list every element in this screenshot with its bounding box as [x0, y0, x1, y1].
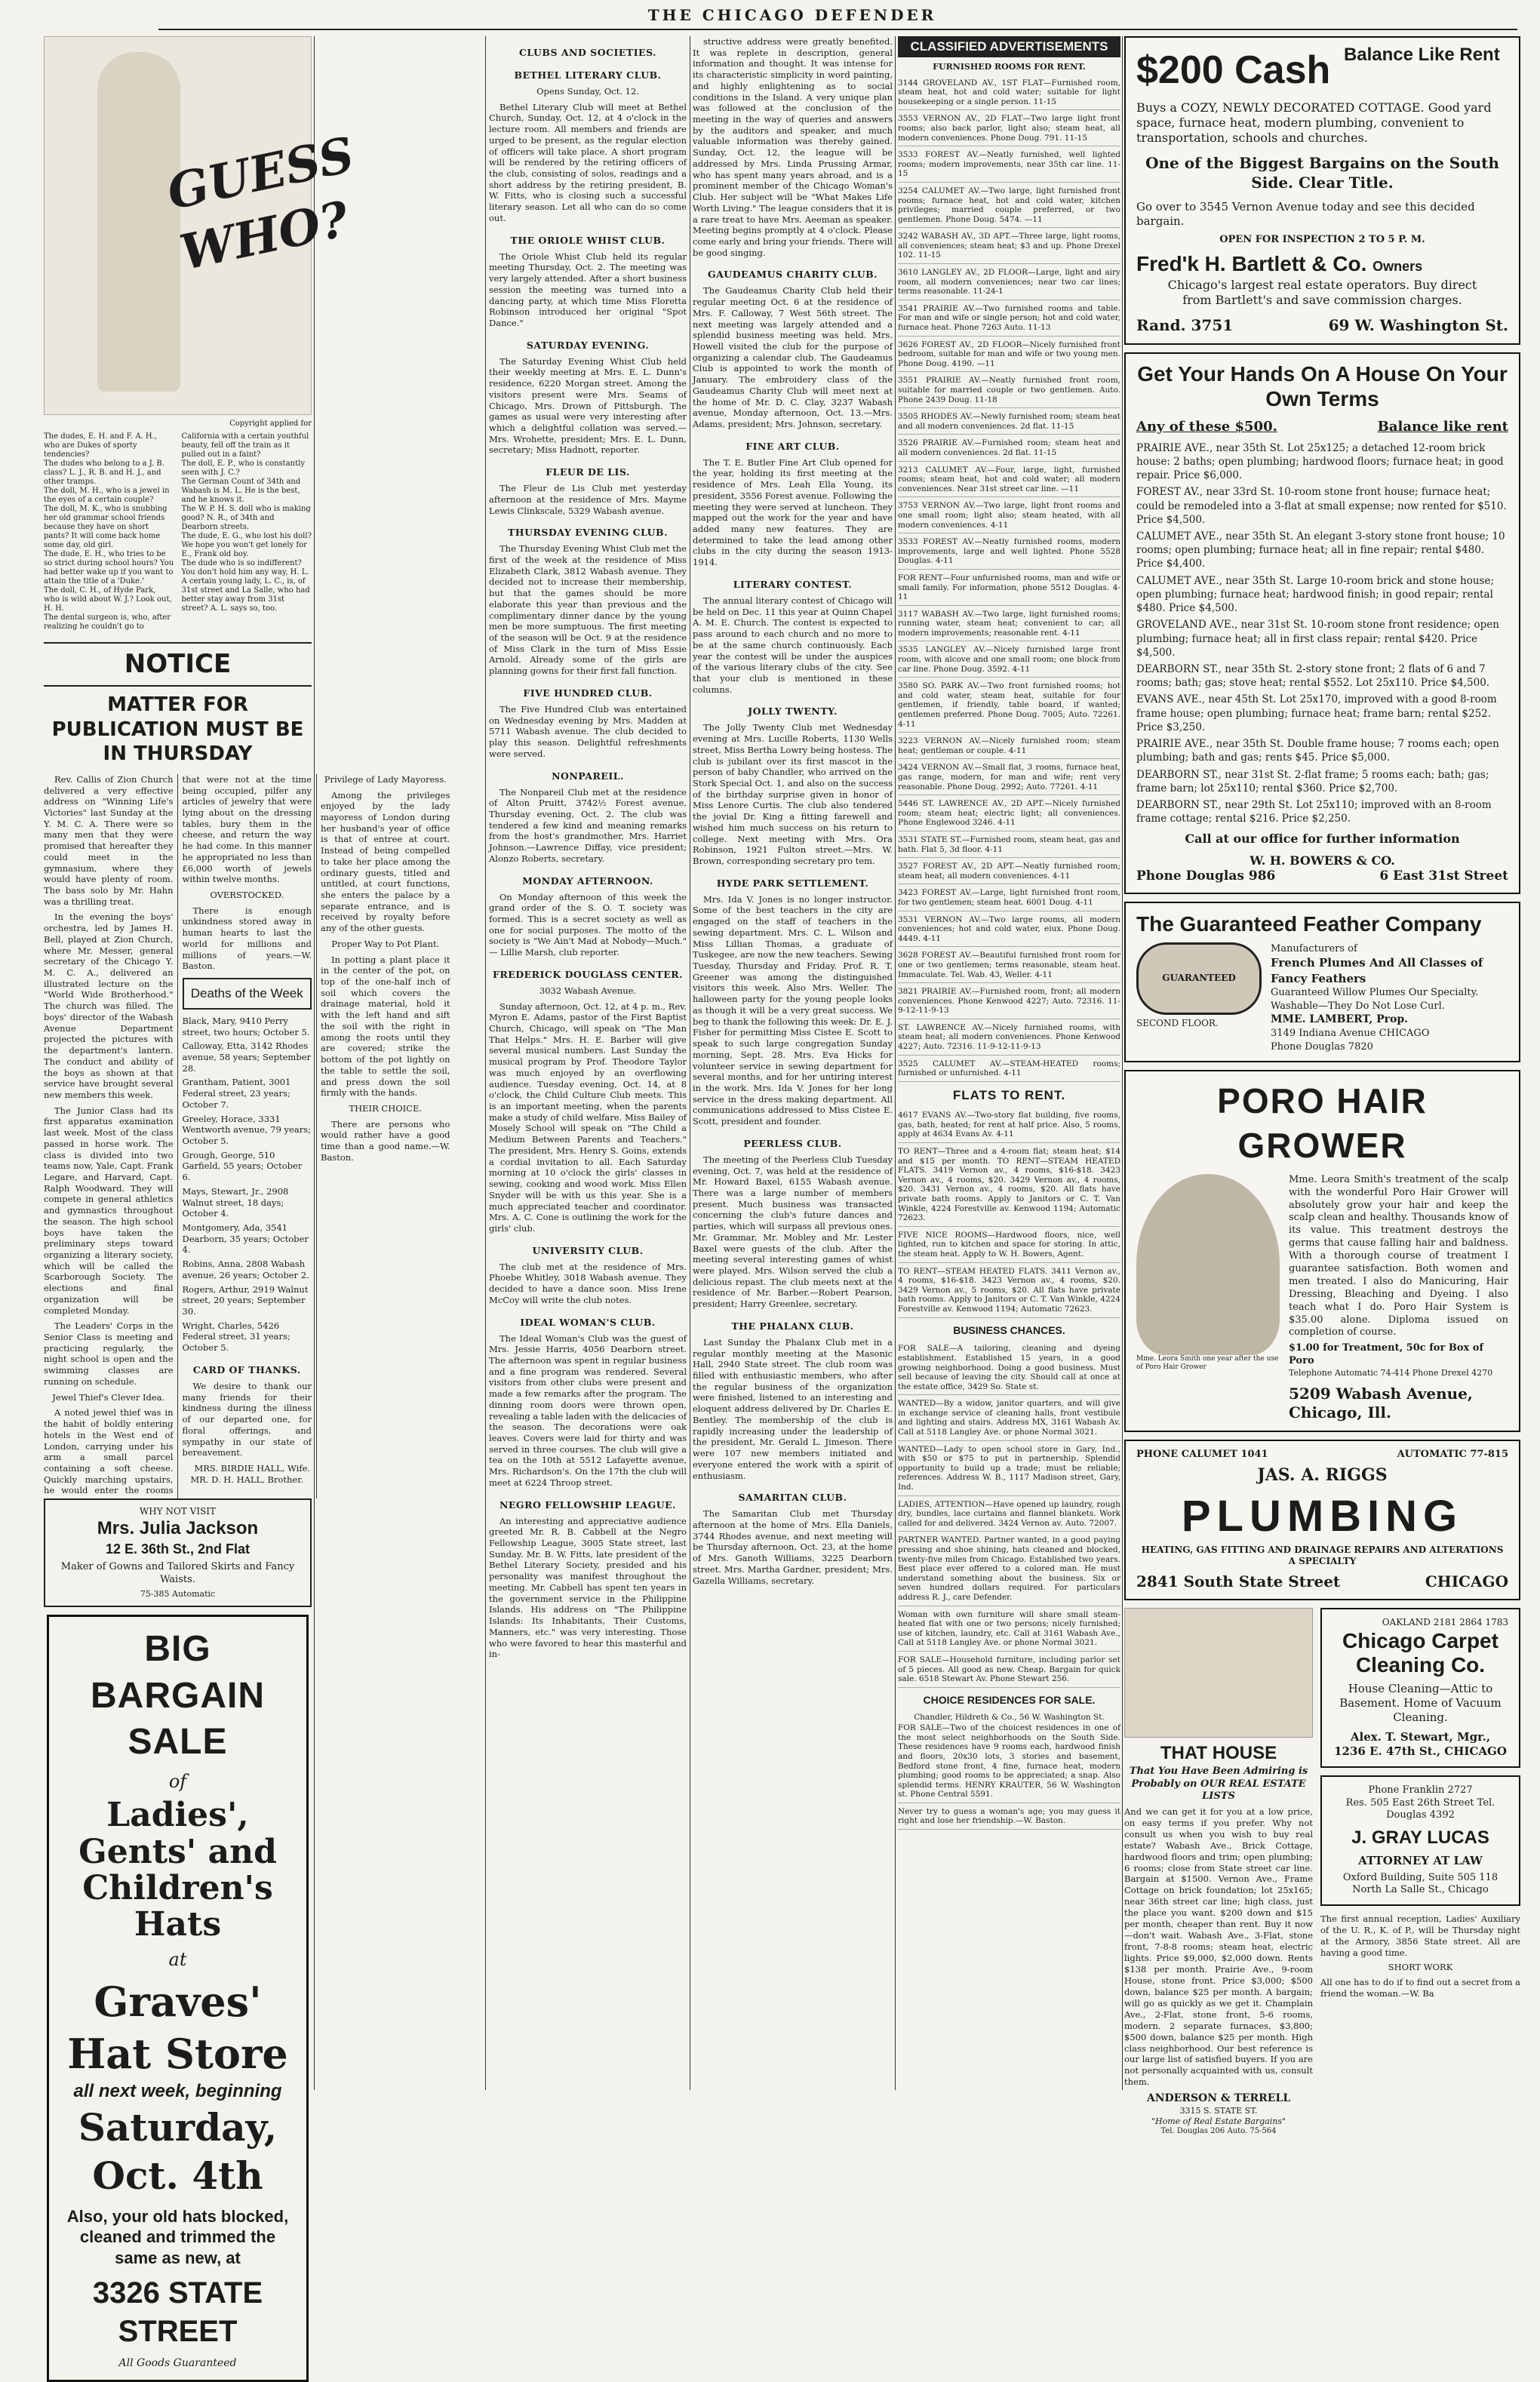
article-paragraph: The Leaders' Corps in the Senior Class is meeting and practicing regularly, the night school is open and the swimming classes are running on schedule. — [44, 1320, 174, 1387]
deaths-title: Deaths of the Week — [183, 978, 312, 1010]
section-heading: FINE ART CLUB. — [745, 440, 840, 452]
bowers-houses-ad — [1124, 352, 1520, 895]
house-listing: CALUMET AVE., near 35th St. Large 10-room brick and stone house; open plumbing; furnace heat; hardwood finish; in good repair; rental $480. Price $4,500. — [1136, 574, 1495, 615]
house-listing: EVANS AVE., near 45th St. Lot 25x170, improved with a good 8-room frame house; open plumbing; furnace heat; frame barn; rental $252. Price $3,250. — [1136, 693, 1497, 733]
cash-balance: Balance Like Rent — [1343, 45, 1500, 65]
poro-caption: Mme. Leora Smith one year after the use of Poro Hair Grower — [1136, 1354, 1279, 1372]
classified-ad: 3525 CALUMET AV.—STEAM-HEATED rooms; furnished or unfurnished. 4-11 — [898, 1058, 1120, 1082]
flat-ad: 4617 EVANS AV.—Two-story flat building, five rooms, gas, bath, heated; for rent at half price. Also, 5 rooms, apply at 4634 Evans Av. 4-11 — [898, 1109, 1120, 1143]
house-listing: DEARBORN ST., near 29th St. Lot 25x110; improved with an 8-room frame cottage; rental $216. Price $2,250. — [1136, 798, 1492, 825]
overstocked-body: There is enough unkindness stored away in human hearts to last the world for millions and millions of years.—W. Baston. — [182, 905, 312, 972]
classified-ad: 3533 FOREST AV.—Neatly furnished rooms, modern improvements, large and well lighted. Phone 5528 Douglas. 4-11 — [898, 536, 1120, 570]
short-work-body: All one has to do if to find out a secret from a friend the woman.—W. Ba — [1320, 1977, 1520, 1999]
club-article: structive address were greatly benefited. It was replete in description, general information and thought. It was intense for its characteristic simplicity in word painting, and highly enlightening as to social conditions in the Island. A very unique plan was followed at the conclusion of the meeting in the way of queries and answers by the auditors and speaker, and much valuable information was thereby gained. Sunday, Oct. 12, the league will be addressed by Mrs. Linda Prussing Armar, who has spent many years abroad, and is a prominent member of the Chicago Woman's Club. Her subject will be "What Makes Life Worth Living." The league considers that it is a rare treat to have Mrs. Aeeman as speaker. Meeting begins promptly at 4 o'clock. Please come early and bring your friends. There will be good singing. — [693, 36, 893, 258]
guess-who-illustration — [44, 36, 359, 415]
sale-at: at — [168, 1948, 187, 1970]
choice-sub: Chandler, Hildreth & Co., 56 W. Washington St. — [914, 1712, 1105, 1722]
masthead: THE CHICAGO DEFENDER — [647, 6, 937, 24]
cash-line2: from Bartlett's and save commission charges. — [1182, 293, 1462, 308]
column-1 — [44, 36, 450, 2370]
guess-line: The dude who is so indifferent? You don't hold him any way, H. L. — [181, 558, 309, 576]
column-clubs — [489, 36, 687, 2093]
carpet-body: House Cleaning—Attic to Basement. Home of Vacuum Cleaning. — [1339, 1681, 1502, 1725]
julia-why: WHY NOT VISIT — [139, 1505, 217, 1517]
sale-store: Graves' Hat Store — [67, 1977, 288, 2078]
pot-plant-body: In potting a plant place it in the center of the pot, on top of the one-half inch of soil which covers the drainage material, hold it with the left hand and sift the soil with the right in among the roots until they are covered; strike the bottom of the pot lightly on the table to settle the soil, and press down the soil firmly with the hands. — [321, 954, 450, 1099]
sale-date: Saturday, Oct. 4th — [78, 2104, 278, 2198]
section-heading: THURSDAY EVENING CLUB. — [508, 527, 668, 539]
classified-ad: 3535 LANGLEY AV.—Nicely furnished large front room, with alcove and one small room; one block from car line. Phone Doug. 3592. 4-11 — [898, 644, 1120, 678]
sale-guarantee: All Goods Guaranteed — [118, 2357, 237, 2370]
that-house-ad — [1124, 1608, 1313, 2137]
bottom-ads — [1124, 1608, 1520, 2137]
hands-firm: W. H. BOWERS & CO. — [1250, 853, 1395, 868]
club-article: The Fleur de Lis Club met yesterday afternoon at the residence of Mrs. Mayme Lewis Clinkscale, 5329 Wabash avenue. — [489, 483, 687, 516]
club-article: On Monday afternoon of this week the grand order of the S. O. T. society was formed. This is a secret society as well as one for social purposes. The motto of the society is "We Ain't Mad at Nobody—Much." — Lillie Marsh, club reporter. — [489, 891, 687, 958]
julia-address: 12 E. 36th St., 2nd Flat — [105, 1541, 251, 1557]
section-heading: SATURDAY EVENING. — [526, 339, 650, 351]
feather-address: 3149 Indiana Avenue CHICAGO — [1271, 1027, 1430, 1039]
guess-line: The dudes who belong to a J. B. class? L. J., R. B. and H. J., and other tramps. — [44, 459, 164, 486]
section-heading: SAMARITAN CLUB. — [738, 1492, 847, 1504]
cash-phone: Rand. 3751 — [1136, 315, 1234, 334]
plumbing-ad — [1124, 1440, 1520, 1600]
portrait-illustration — [1136, 1174, 1280, 1355]
guess-line: The doll, M. H., who is a jewel in the eyes of a certain couple? — [44, 486, 170, 504]
pot-plant-title: Proper Way to Pot Plant. — [331, 938, 440, 949]
business-ad: LADIES, ATTENTION—Have opened up laundry, rough dry, bundles, lace curtains and flannel blankets. Work called for and delivered. 3424 Vernon av. Auto. 72007. — [898, 1498, 1120, 1532]
section-heading: NEGRO FELLOWSHIP LEAGUE. — [499, 1498, 677, 1511]
flat-ad: FIVE NICE ROOMS—Hardwood floors, nice, well lighted, run to kitchen and space for storing. In attic, the steam heat. Apply to W. H. Bowers, Agent. — [898, 1229, 1120, 1263]
column-divider — [1122, 36, 1123, 2090]
club-article: An interesting and appreciative audience greeted Mr. R. B. Cabbell at the Negro Fellowship League, 3005 State street, last Sunday. Mr. B. W. Fitts, late president of the Bethel Literary Society, presided and his personality was manifest throughout the meeting. Mr. Cabbell has spent ten years in the government service in the Philippine Islands. His address on "The Philippine Islands: Its Inhabitants, Their Customs, Manners, etc." was very interesting. Those who were favored to hear this masterful and in- — [489, 1515, 687, 1660]
club-article: The Ideal Woman's Club was the guest of Mrs. Jessie Harris, 4056 Dearborn street. The afternoon was spent in regular business and a fine program was rendered. Several visitors from other clubs were present and made a few remarks after the program. The dinning room doors were thrown open, revealing a table laden with the delicacies of the season. The decorations were oak leaves. Covers were laid for thirty and was served in three courses. The club will give a tea on the 10th at 5512 Lafayette avenue, Mrs. Richardson's. On the 17th the club will meet at 6224 Throop street. — [489, 1332, 687, 1488]
classified-ad: 3213 CALUMET AV.—Four, large, light, furnished rooms; steam heat, hot and cold water; all modern conveniences. Near 31st street car line. —11 — [898, 464, 1120, 498]
deaths-list — [183, 1016, 312, 1354]
classified-ad: 3628 FOREST AV.—Beautiful furnished front room for one or two gentlemen; terms reasonable, steam heat. Immaculate. Tel. Wab. 43, Weller. 4-11 — [898, 949, 1120, 983]
classified-ad: 3526 PRAIRIE AV.—Furnished room; steam heat and all modern conveniences. 2d flat. 11-15 — [898, 437, 1120, 461]
classified-ad: FOR RENT—Four unfurnished rooms, man and wife or small family. For information, phone 5512 Douglas. 4-11 — [898, 572, 1120, 606]
feather-phone: Phone Douglas 7820 — [1271, 1040, 1373, 1053]
column-classified — [898, 36, 1120, 2093]
section-heading: GAUDEAMUS CHARITY CLUB. — [707, 269, 878, 281]
hands-phone: Phone Douglas 986 — [1136, 868, 1276, 884]
hands-address: 6 East 31st Street — [1379, 868, 1508, 884]
classified-ad: 3254 CALUMET AV.—Two large, light furnished front rooms; furnace heat, hot and cold water, kitchen privileges; married couple preferred, or two gentlemen. Phone Doug. 5474. —11 — [898, 185, 1120, 228]
club-article: The Gaudeamus Charity Club held their regular meeting Oct. 6 at the residence of Mrs. F. Calloway, 7 West 56th street. The next meeting was largely attended and a splendid business meeting was held. Mrs. Howell visited the club for the purpose of organizing a calendar club. The Gaudeamus Club is appointed to work the month of January. The embroidery class of the Gaudeamus Charity Club will meet next at the home of Mr. D. C. Clay, 3237 Wabash avenue, Monday afternoon, Oct. 13.—Mrs. Adams, president; Mrs. Johnson, secretary. — [693, 285, 893, 429]
house-tel: Tel. Douglas 206 Auto. 75-564 — [1160, 2127, 1277, 2136]
club-article: Last Sunday the Phalanx Club met in a regular monthly meeting at the Masonic Hall, 2940 State street. The club room was filled with enthusiastic members, who after the regular business of the organization were finished, listened to an interesting and eloquent address delivered by Dr. Charles E. Bentley. The membership of the club is rapidly increasing under the leadership of the president, Mr. Gerald L. Jimeson. There were 107 new members initiated and everyone entered the work with a spirit of enthusiasm. — [693, 1336, 893, 1481]
classified-ad: 3553 VERNON AV., 2D FLAT—Two large light front rooms; also back parlor, light also; steam heat, all modern conveniences. Phone Doug. 791. 11-15 — [898, 112, 1120, 146]
section-heading: THE ORIOLE WHIST CLUB. — [510, 234, 665, 246]
death-entry: Robins, Anna, 2808 Wabash avenue, 26 years; October 2. — [182, 1259, 309, 1280]
julia-jackson-ad — [44, 1498, 312, 1607]
guess-line: A certain young lady, L. C., is, of 31st street and La Salle, who had better stay away from 31st street? A. L. says so, too. — [181, 576, 310, 613]
classified-ad: 3821 PRAIRIE AV.—Furnished room, front; all modern conveniences. Phone Kenwood 4227; Auto. 72316. 11-9-12-11-9-13 — [898, 985, 1120, 1019]
carpet-oakland: OAKLAND 2181 2864 1783 — [1382, 1617, 1508, 1628]
classified-ad: 3551 PRAIRIE AV.—Neatly furnished front room, suitable for married couple or two gentlemen. Auto. Phone 2439 Doug. 11-18 — [898, 374, 1120, 408]
guess-line: The doll, C. H., of Hyde Park, who is wild about W. J.? Look out, H. H. — [44, 586, 172, 613]
business-ad: WANTED—By a widow, janitor quarters, and will give in exchange service of cleaning halls, front vestibule and lighting and stairs. Address MX, 3161 Wabash Av. Call at 5118 Langley Ave. or phone Normal 3021. — [898, 1397, 1120, 1440]
section-heading: PEERLESS CLUB. — [743, 1137, 842, 1149]
house-address: 3315 S. STATE ST. — [1179, 2106, 1258, 2116]
section-heading: FIVE HUNDRED CLUB. — [523, 687, 653, 699]
plumb-city: CHICAGO — [1425, 1572, 1508, 1591]
club-article: The club met at the residence of Mrs. Phoebe Whitley, 3018 Wabash avenue. They decided to have a dance soon. Miss Irene McCoy will write the club notes. — [489, 1261, 687, 1305]
classified-ad: 5446 ST. LAWRENCE AV., 2D APT.—Nicely furnished room; steam heat; electric light; all conveniences. Phone Englewood 3246. 4-11 — [898, 798, 1120, 831]
cash-body: Buys a COZY, NEWLY DECORATED COTTAGE. Good yard space, furnace heat, modern plumbing, convenient to transportation, schools and churches. — [1136, 100, 1492, 146]
house-motto: "Home of Real Estate Bargains" — [1151, 2116, 1286, 2127]
poro-body: Mme. Leora Smith's treatment of the scalp with the wonderful Poro Hair Grower will absolutely grow your hair and keep the scalp clean and healthy. Thousands know of its value. This treatment destroys the germs that cause falling hair and baldness. With a thorough course of treatment I guarantee satisfaction. Both women and men treated. I also do Manicuring, Hair Dressing, Bleaching and Dyeing. I also teach what I do. Poro Hair System is $35.00 alone. Diploma issued on completion of course. — [1289, 1173, 1508, 1339]
article-paragraph: In the evening the boys' orchestra, led by James H. Bell, played at Zion Church, where Mr. Messer, general secretary of the Chicago Y. M. C. A., delivered an illustrated lecture on the "World Wide Brotherhood." The church was filled. The boys' director of the Wabash Avenue Department projected the pictures with the department's lantern. The conduct and ability of the boys as shown at that service have brought several new members this week. — [44, 911, 174, 1100]
classified-ad: 3527 FOREST AV., 2D APT.—Neatly furnished room; steam heat; all modern conveniences. 4-11 — [898, 860, 1120, 884]
carpet-cleaning-ad — [1320, 1608, 1520, 1768]
classified-ad: 3223 VERNON AV.—Nicely furnished room; steam heat; gentleman or couple. 4-11 — [898, 735, 1120, 759]
lucas-attorney-ad — [1320, 1775, 1520, 1906]
house-firm: ANDERSON & TERRELL — [1146, 2092, 1291, 2105]
poro-tel: Telephone Automatic 74-414 Phone Drexel 4270 — [1289, 1367, 1493, 1378]
notice-body: MATTER FOR PUBLICATION MUST BE IN THURSDAY — [51, 693, 304, 766]
club-article: Sunday afternoon, Oct. 12, at 4 p. m., Rev. Myron E. Adams, pastor of the First Baptist Church, Chicago, will speak on "The Man That Helps." Mrs. H. E. Barber will give several musical numbers. Last Sunday the musical program by Prof. Theodore Taylor was much enjoyed by an overflowing audience. Tuesday evening, Oct. 14, at 8 o'clock, the Child Culture Club meets. This is an important meeting, when the parents make a study of child welfare. Miss Bailey of Mosely School will speak on "The Child a Medium Between Parents and Teachers." The president, Mrs. Henry S. Goins, extends a cordial invitation to all. Each Saturday morning at 10 o'clock the girls' classes in sewing, cooking and wood work. Miss Ellen Snyder will be with us this year. She is a much appreciated teacher and coordinator. Mrs. A. C. Cone is outlining the work for the girls' club. — [489, 1000, 687, 1234]
notice-heading: NOTICE — [44, 642, 312, 687]
carpet-address: 1236 E. 47th St., CHICAGO — [1334, 1744, 1507, 1758]
carpet-headline: Chicago Carpet Cleaning Co. — [1342, 1628, 1499, 1677]
club-article: Mrs. Ida V. Jones is no longer instructor. Some of the best teachers in the city are engaged on the staff of teachers in the sewing department. Mrs. C. L. Wilson and Miss Lillian Thomas, a graduate of Tuskegee, are now the new teachers. Sewing Tuesday, Thursday and Friday. Prof. R. T. Greener was among the distinguished visitors this week. Also Mrs. Weller. The halloween party for the young people looks as though it will be a very great success. We beg to thank the following this week: Dr. E. J. Fisher for permitting Miss Cistee E. Scott to speak to such large congregation Sunday morning, Sept. 28. Mrs. Eva Hicks for volunteer service in sewing department for several months, and for her untiring interest in the work. Mrs. Ida V. Jones for her long service in the dress making department. All communications addressed to Miss Cistee E. Scott, president and founder. — [693, 893, 893, 1127]
section-heading: LITERARY CONTEST. — [733, 578, 853, 590]
cash-bargain: One of the Biggest Bargains on the South Side. Clear Title. — [1145, 153, 1499, 192]
plumb-auto: AUTOMATIC 77-815 — [1397, 1448, 1508, 1460]
reception-note: The first annual reception, Ladies' Auxiliary of the U. R., K. of P., will be Thursday night at the Armory, 3856 State street. All are having a good time. — [1320, 1913, 1520, 1958]
club-article: The Jolly Twenty Club met Wednesday evening at Mrs. Lucille Roberts, 1130 Wells street, Miss Bertha Lowry being hostess. The club is jubilant over its first mascot in the person of baby Chandler, who arrived on the Stork Special Oct. 1, and also on the success of the birthday surprise given in honor of Miss Lenore Curtis. The club also tendered the jovial Dr. King a fitting farewell and wished him much success on his return to college. Next meeting with Mrs. Ora Robinson, 1921 Fulton street.—Mrs. W. Brown, corresponding secretary pro tem. — [693, 722, 893, 866]
column-divider — [485, 36, 486, 2090]
card-of-thanks-sign: MRS. BIRDIE HALL, Wife. MR. D. H. HALL, Brother. — [190, 1462, 311, 1485]
death-entry: Black, Mary, 9410 Perry street, two hours; October 5. — [182, 1015, 310, 1037]
plumb-headline: PLUMBING — [1181, 1491, 1464, 1541]
overstocked-title: OVERSTOCKED. — [210, 890, 284, 900]
club-article: The annual literary contest of Chicago will be held on Dec. 11 this year at Quinn Chapel A. M. E. Church. The contest is expected to pass around to each church and no more to be at the same church continuously. Each year the contest will be under the auspices of the various literary clubs of the city. See that your club is mentioned in these columns. — [693, 595, 893, 695]
big-bargain-sale-ad — [47, 1615, 309, 2382]
card-of-thanks-title: CARD OF THANKS. — [192, 1363, 301, 1375]
cash-headline: $200 Cash — [1136, 48, 1331, 92]
classified-ad: 3531 STATE ST.—Furnished room, steam heat, gas and bath. Flat 5, 3d floor. 4-11 — [898, 834, 1120, 858]
classified-ad: 3753 VERNON AV.—Two large, light front rooms and one small room; light also; steam heated, with all modern conveniences. 4-11 — [898, 499, 1120, 533]
section-heading: UNIVERSITY CLUB. — [532, 1244, 644, 1256]
plumb-name: JAS. A. RIGGS — [1257, 1465, 1388, 1485]
sale-of: of — [168, 1770, 187, 1792]
cash-go: Go over to 3545 Vernon Avenue today and see this decided bargain. — [1136, 200, 1475, 229]
card-of-thanks-body: We desire to thank our many friends for their kindness during the illness of our departed one, for floral offerings, and sympathy in our state of bereavement. — [182, 1380, 312, 1458]
plumb-sub: HEATING, GAS FITTING AND DRAINAGE REPAIRS AND ALTERATIONS A SPECIALTY — [1141, 1544, 1504, 1567]
column-display-ads — [1124, 36, 1520, 2136]
julia-phone: 75-385 Automatic — [140, 1589, 216, 1600]
business-ad: FOR SALE—A tailoring, cleaning and dyeing establishment. Established 15 years, in a good growing neighborhood. Doing a good business. Must sell because of leaving the city. Should call at once at the estate office, 3429 So. State st. — [898, 1342, 1120, 1395]
article-paragraph: The Junior Class had its first apparatus examination last week. Most of the class passed in horse work. The class is divided into two teams now, Yale, Capt. Frank Legare, and Harvard, Capt. Ralph Woodward. They will compete in general athletics and gymnastics throughout the season. The high school boys have taken the preliminary steps toward organizing a literary society, which will be called the Scarborough Society. The elections and final organization will be completed Monday. — [44, 1105, 174, 1316]
flat-ad: TO RENT—Three and a 4-room flat; steam heat; $14 and $15 per month. TO RENT—STEAM HEATED FLATS. 3419 Vernon av., 4 rooms, $16-$18. 3423 Vernon av., 4 rooms, $20. 3429 Vernon av., 4 rooms, $20. 3431 Vernon av., 4 rooms, $20. All flats have private bath rooms. Apply to Janitors or C. T. Van Winkle, 4224 Forestville av. Kenwood 1194; Automatic 72623. — [898, 1145, 1120, 1227]
flat-ad: TO RENT—STEAM HEATED FLATS. 3411 Vernon av., 4 rooms, $16-$18. 3423 Vernon av., 4 rooms, $20. 3429 Vernon av., 5 rooms, $20. All flats have private bath rooms. Apply to Janitors or C. T. Van Winkle, 4224 Forestville av. Kenwood 1194; Automatic 72623. — [898, 1265, 1120, 1318]
classified-ad: 3505 RHODES AV.—Newly furnished room; steam heat and all modern conveniences. 2d flat. 11-15 — [898, 410, 1120, 435]
lucas-title: ATTORNEY AT LAW — [1358, 1854, 1483, 1868]
classified-heading: CLASSIFIED ADVERTISEMENTS — [898, 36, 1120, 57]
club-article: The Saturday Evening Whist Club held their weekly meeting at Mrs. E. L. Dunn's residence, 6220 Morgan street. Among the visitors present were Mrs. Seams of Chicago, Mrs. Drown of Pittsburgh. The games as usual were very interesting after which a delightful collation was served.—Mrs. Wrohette, president; Mrs. E. L. Dunn, secretary; Miss Hadnott, reporter. — [489, 355, 687, 456]
julia-name: Mrs. Julia Jackson — [97, 1518, 259, 1539]
guess-line: The dude, E. H., who tries to be so strict during school hours? You had better wake up if you want to attain the title of a 'Duke.' — [44, 549, 174, 586]
plumb-address: 2841 South State Street — [1136, 1572, 1341, 1591]
death-entry: Montgomery, Ada, 3541 Dearborn, 35 years; October 4. — [182, 1222, 309, 1256]
club-article: The Nonpareil Club met at the residence of Alton Pruitt, 3742½ Forest avenue, Thursday evening, Oct. 2. The club was tendered a few kind and meaning remarks from the host's grandmother, Mrs. Harriet Johnson.—Lawrence Diffay, vice president; Alonzo Roberts, secretary. — [489, 786, 687, 864]
guaranteed-stamp-icon: GUARANTEED — [1136, 942, 1262, 1015]
hands-call: Call at our office for further information — [1185, 831, 1460, 847]
dandy-figure-illustration — [97, 52, 180, 392]
flats-heading: FLATS TO RENT. — [952, 1087, 1066, 1102]
guess-line: The doll, E. P., who is constantly seen with J. C.? — [181, 459, 305, 477]
section-subheading: 3032 Wabash Avenue. — [539, 985, 637, 996]
club-article: Bethel Literary Club will meet at Bethel Church, Sunday, Oct. 12, at 4 o'clock in the lecture room. All members and friends are urged to be present, as the regular election of officers will take place. A short program will be rendered by the retiring officers of the club, consisting of solos, readings and a short address by the retiring president, B. W. Fitts, who is closing such a successful literary season. Let all who can do so come out. — [489, 101, 687, 223]
feather-company-ad — [1124, 902, 1520, 1062]
furnished-rooms-heading: FURNISHED ROOMS FOR RENT. — [933, 62, 1086, 72]
column-clubs-continued — [693, 36, 893, 2093]
house-body: And we can get it for you at a low price, on easy terms if you prefer. Why not consult us when you wish to buy real estate? Wabash Ave., Brick Cottage, hardwood floors and trim; open plumbing; 6 rooms; close from State street car line. Bargain at $1500. Vernon Ave., Frame Cottage on brick foundation; lot 25x165; near 36th street car line; high class, just the place you want. $200 down and $15 per month, cheaper than rent. Buy it now—don't wait. Wabash Ave., 3-Flat, stone front, 7-8-8 rooms; steam heat, electric lights. Price $9,000, $2,000 down. Rents $138 per month. Prairie Ave., 9-room House, stone front. Price $3,000; $500 down, balance $25 per month. A bargain; will go as quickly as we get it. Champlain Ave., 2-Flat, stone front, 5-6 rooms, modern. 2 separate furnaces, $3,800; $500 down, balance $25 per month. High class neighborhood. Our best reference is our large list of satisfied buyers. If you are not personally acquainted with us, consult them. — [1124, 1806, 1313, 2088]
julia-line: Maker of Gowns and Tailored Skirts and Fancy Waists. — [60, 1560, 295, 1585]
column-divider — [895, 36, 896, 2090]
club-article: The Five Hundred Club was entertained on Wednesday evening by Mrs. Madden at 5711 Wabash avenue. The club decided to play this season. Delightful refreshments were served. — [489, 703, 687, 759]
section-subheading: Opens Sunday, Oct. 12. — [536, 86, 639, 97]
copyright-note: Copyright applied for — [229, 420, 312, 428]
club-article: The Thursday Evening Whist Club met the first of the week at the residence of Miss Elizabeth Clark, 3812 Wabash avenue. They decided not to increase their membership, but that the games should be more elaborate this year than previous and the complimentary dinner dance by the young men be more sumptuous. The first meeting of the season will be Oct. 9 at the residence of Miss Clark in the turn of Miss Essie Arnold. Already some of the girls are planning gowns for their first fall function. — [489, 543, 687, 677]
section-heading: THE PHALANX CLUB. — [731, 1320, 854, 1332]
classified-ad: 3423 FOREST AV.—Large, light furnished front room, for two gentlemen; steam heat. 6001 Doug. 4-11 — [898, 887, 1120, 911]
cash-open: OPEN FOR INSPECTION 2 TO 5 P. M. — [1219, 233, 1425, 245]
poro-address: 5209 Wabash Avenue, Chicago, Ill. — [1289, 1384, 1473, 1422]
classified-ad: 3541 PRAIRIE AV.—Two furnished rooms and table. For man and wife or single person; hot and cold water, furnace heat. Phone 7263 Auto. 11-13 — [898, 303, 1120, 337]
death-entry: Grantham, Patient, 3001 Federal street, 23 years; October 7. — [182, 1077, 291, 1110]
death-entry: Calloway, Etta, 3142 Rhodes avenue, 58 years; September 28. — [182, 1040, 312, 1074]
death-entry: Greeley, Horace, 3331 Wentworth avenue, 79 years; October 5. — [182, 1113, 311, 1146]
house-listing: CALUMET AVE., near 35th St. An elegant 3-story stone front house; 10 rooms; open plumbing; furnace heat; all in fine repair; rental $480. Price $4,400. — [1136, 530, 1505, 570]
column-divider — [314, 36, 315, 2090]
hands-headline: Get Your Hands On A House On Your Own Terms — [1137, 361, 1508, 411]
plumb-phone: PHONE CALUMET 1041 — [1136, 1448, 1268, 1460]
death-entry: Mays, Stewart, Jr., 2908 Walnut street, 18 days; October 4. — [182, 1185, 289, 1219]
cash-line1: Chicago's largest real estate operators. Buy direct — [1167, 277, 1477, 292]
business-ad: Woman with own furniture will share small steam-heated flat with one or two persons; nicely furnished; use of kitchen, laundry, etc. Call at 3161 Wabash Ave., Call at 5118 Langley Ave. or phone Normal 3021. — [898, 1609, 1120, 1652]
business-ad: PARTNER WANTED. Partner wanted, in a good paying pressing and shoe shining, hats cleaned and blocked, twenty-five miles from Chicago. Established two years. Best place ever offered to a colored man. He must understand something about the business. Six or seven hundred dollars required. For particulars address R. J., care Defender. — [898, 1534, 1120, 1606]
section-heading: BETHEL LITERARY CLUB. — [514, 69, 662, 81]
classified-ad: 3626 FOREST AV., 2D FLOOR—Nicely furnished front bedroom, suitable for man and wife or two young men. Phone Doug. 4190. —11 — [898, 339, 1120, 373]
house-illustration — [1124, 1608, 1313, 1738]
guess-line: The dude, E. G., who lost his doll? We hope you won't get lonely for E., Frank old boy. — [181, 531, 312, 558]
guess-line: The dudes, E. H. and F. A. H., who are Dukes of sporty tendencies? — [44, 432, 157, 459]
jewel-thief-title: Jewel Thief's Clever Idea. — [52, 1391, 165, 1403]
guess-line: The W. P. H. S. doll who is making good? N. R., of 34th and Dearborn streets. — [181, 504, 311, 531]
house-listing: FOREST AV., near 33rd St. 10-room stone front house; furnace heat; could be remodeled into a 3-flat at small expense; now rented for $510. Price $4,500. — [1136, 486, 1507, 526]
carpet-manager: Alex. T. Stewart, Mgr., — [1350, 1729, 1491, 1744]
guess-line: The German Count of 34th and Wabash is M. L. He is the best, and he knows it. — [181, 477, 301, 504]
section-heading: MONDAY AFTERNOON. — [522, 874, 653, 887]
cash-owners: Owners — [1372, 259, 1423, 275]
feather-line1: French Plumes And All Classes of Fancy Feathers — [1271, 956, 1483, 985]
death-entry: Wright, Charles, 5426 Federal street, 31 years; October 5. — [182, 1320, 290, 1354]
section-heading: JOLLY TWENTY. — [748, 705, 838, 718]
house-listing: PRAIRIE AVE., near 35th St. Lot 25x125; a detached 12-room brick house: 2 baths; open plumbing; hardwood floors; furnace heat; in good repair. Price $6,000. — [1136, 441, 1504, 482]
classified-ad: 3144 GROVELAND AV., 1ST FLAT—Furnished room, steam heat, hot and cold water; suitable for light housekeeping or a single person. 11-15 — [898, 77, 1120, 111]
cash-cottage-ad — [1124, 36, 1520, 345]
house-listing: DEARBORN ST., near 35th St. 2-story stone front; 2 flats of 6 and 7 rooms; bath; gas; stove heat; rental $552. Lot 25x110. Price $4,500. — [1136, 663, 1490, 690]
club-article: The T. E. Butler Fine Art Club opened for the year, holding its first meeting at the residence of Mrs. Leah Ella Young, its president, 3556 Forest avenue. Following the meeting they were served at luncheon. They mapped out the work for the year and have added many new features. They are determined to take the lead among other clubs in the city during the season 1913-1914. — [693, 456, 893, 568]
section-heading: FREDERICK DOUGLASS CENTER. — [493, 968, 683, 980]
lady-mayoress-body: Among the privileges enjoyed by the lady mayoress of London during her husband's year of office is that of entree at court. Instead of being compelled to take her place among the ordinary guests, titled and untitled, at court functions, she enters the palace by a separate entrance, and is received by royalty before any of the other guests. — [321, 789, 450, 934]
top-rule — [158, 29, 1517, 30]
choice-heading: CHOICE RESIDENCES FOR SALE. — [923, 1693, 1096, 1706]
guess-who-title: GUESS WHO? — [162, 126, 359, 282]
lucas-office: Oxford Building, Suite 505 118 North La Salle St., Chicago — [1342, 1871, 1499, 1896]
sale-street: 3326 STATE STREET — [92, 2276, 263, 2349]
feather-floor: SECOND FLOOR. — [1136, 1017, 1219, 1028]
hands-balance: Balance like rent — [1377, 418, 1508, 435]
never-guess: Never try to guess a woman's age; you may guess it right and lose her friendship.—W. Baston. — [898, 1806, 1120, 1830]
classified-ad: 3424 VERNON AV.—Small flat, 3 rooms, furnace heat, gas range, modern, for man and wife; rent very reasonable. Phone Doug. 2992; Auto. 77261. 4-11 — [898, 761, 1120, 795]
club-article: The Samaritan Club met Thursday afternoon at the home of Mrs. Ella Daniels, 3744 Rhodes avenue, and next meeting will be Thursday afternoon, Oct. 23, at the home of Mrs. Ganoth Williams, 3225 Dearborn street. Mrs. Martha Gardner, president; Mrs. Gazella Williams, secretary. — [693, 1508, 893, 1586]
feather-line2: Guaranteed Willow Plumes Our Specialty. Washable—They Do Not Lose Curl. — [1271, 986, 1479, 1012]
classified-ad: 3242 WABASH AV., 3D APT.—Three large, light rooms, all conveniences; steam heat; $3 and up. Phone Drexel 102. 11-15 — [898, 230, 1120, 264]
their-choice-title: THEIR CHOICE. — [349, 1102, 423, 1114]
feather-headline: The Guaranteed Feather Company — [1136, 912, 1482, 936]
classified-ad: 3610 LANGLEY AV., 2D FLOOR—Large, light and airy room, all modern conveniences; near two car lines; terms reasonable. 11-24-1 — [898, 266, 1120, 300]
house-listing: GROVELAND AVE., near 31st St. 10-room stone front residence; open plumbing; furnace heat; all in first class repair; rental $420. Price $4,500. — [1136, 619, 1499, 659]
poro-hair-grower-ad — [1124, 1070, 1520, 1432]
house-listing: PRAIRIE AVE., near 35th St. Double frame house; 7 rooms each; open plumbing; bath and gas; rents $45. Price $5,000. — [1136, 738, 1499, 764]
choice-ad: FOR SALE—Two of the choicest residences in one of the most select neighborhoods on the South Side. These residences have 9 rooms each, hardwood finish and floors, 20x30 lots, 3 stories and basement, Bedford stone front, 4 fine, furnace heat, modern plumbing; good rooms to be appreciated; a snap. Also splendid terms. HENRY KRAUTER, 56 W. Washington st. Phone Central 5591. — [898, 1722, 1120, 1803]
death-entry: Grough, George, 510 Garfield, 55 years; October 6. — [182, 1149, 303, 1183]
sale-title: BIG BARGAIN SALE — [91, 1629, 265, 1763]
hands-any: Any of these $500. — [1136, 418, 1277, 435]
house-headline: THAT HOUSE — [1160, 1743, 1277, 1764]
sale-next: all next week, beginning — [73, 2080, 282, 2101]
cash-address: 69 W. Washington St. — [1328, 315, 1508, 334]
poro-price: $1.00 for Treatment, 50c for Box of Poro — [1289, 1342, 1484, 1366]
jewel-thief-body: A noted jewel thief was in the habit of boldly entering hotels in the West end of London, carrying under his arm a small parcel containing a soft cheese. Quickly marching upstairs, he would enter the rooms that were not at the time being occupied, pilfer any articles of jewelry that were lying about on the dressing tables, bury them in the cheese, and return the way he had come. In this manner he appropriated no less than £6,000 worth of jewels within twelve months. — [44, 773, 312, 1496]
col1-body — [44, 773, 450, 1498]
section-heading: FLEUR DE LIS. — [546, 466, 630, 478]
business-ad: FOR SALE—Household furniture, including parlor set of 5 pieces. All good as new. Cheap. Bargain for quick sale. 6518 Stewart Av. Phone Stewart 256. — [898, 1654, 1120, 1688]
poro-headline: PORO HAIR GROWER — [1217, 1081, 1428, 1165]
classified-ad: 3117 WABASH AV.—Two large, light furnished rooms; running water, steam heat; convenient to car; all modern improvements; reasonable rent. 4-11 — [898, 608, 1120, 642]
lucas-phone: Phone Franklin 2727 — [1368, 1784, 1473, 1796]
article-paragraph: Rev. Callis of Zion Church delivered a very effective address on "Winning Life's Victories" last Sunday at the Y. M. C. A. There were so many men that they were promised that hereafter they could meet in the gymnasium, where they would have plenty of room. The bass solo by Mr. Hahn was a thrilling treat. — [44, 773, 174, 907]
death-entry: Rogers, Arthur, 2919 Walnut street, 20 years; September 30. — [182, 1283, 309, 1317]
lady-mayoress-title: Privilege of Lady Mayoress. — [324, 773, 447, 785]
business-ad: WANTED—Lady to open school store in Gary, Ind., with $50 or $75 to put in partnership. Splendid opportunity to build up a trade; must be reliable; references. Address W. B., 1117 Madison street, Gary, Ind. — [898, 1443, 1120, 1496]
lucas-name: J. GRAY LUCAS — [1351, 1827, 1489, 1848]
lucas-res: Res. 505 East 26th Street Tel. Douglas 4392 — [1345, 1796, 1495, 1821]
short-work-title: SHORT WORK — [1388, 1961, 1453, 1972]
guess-line: The doll, M. K., who is snubbing her old grammar school friends because they have on short pants? It will come back home some day, old girl. — [44, 504, 168, 549]
guess-who-lines — [44, 432, 312, 632]
classified-ad: 3531 VERNON AV.—Two large rooms, all modern conveniences; hot and cold water, eiux. Phone Doug. 4449. 4-11 — [898, 914, 1120, 948]
section-heading: HYDE PARK SETTLEMENT. — [716, 877, 869, 889]
section-heading: IDEAL WOMAN'S CLUB. — [520, 1316, 656, 1328]
club-article: The meeting of the Peerless Club Tuesday evening, Oct. 7, was held at the residence of Mr. Howard Baxel, 6155 Wabash avenue. There was a large number of members present. Much business was transacted concerning the club's future dances and parties, which will surpass all previous ones. Mr. Grammar, Mr. Mobley and Mr. Lester Baxel were guests of the club. After the meeting several interesting games of whist were played. Mrs. Wilson served the club a delicious repast. The club meets next at the residence of Mr. Barber.—Robert Pearson, president; Harry Greenlee, secretary. — [693, 1154, 893, 1310]
feather-owner: MME. LAMBERT, Prop. — [1271, 1013, 1409, 1026]
cash-firm: Fred'k H. Bartlett & Co. — [1136, 252, 1367, 276]
house-sub: That You Have Been Admiring is Probably on OUR REAL ESTATE LISTS — [1129, 1765, 1308, 1803]
classified-ad: ST. LAWRENCE AV.—Nicely furnished rooms, with steam heat; all modern conveniences. Phone Kenwood 4227; Auto. 72316. 11-9-12-11-9-13 — [898, 1022, 1120, 1056]
section-heading: CLUBS AND SOCIETIES. — [518, 47, 657, 58]
business-heading: BUSINESS CHANCES. — [953, 1323, 1065, 1336]
sale-also: Also, your old hats blocked, cleaned and trimmed the same as new, at — [66, 2206, 289, 2267]
feather-mfr: Manufacturers of — [1271, 942, 1357, 954]
guess-line: The dental surgeon is, who, after realizing he couldn't go to California with a certain youthful beauty, fell off the train as it pulled out in a faint? — [44, 432, 309, 631]
their-choice-body: There are persons who would rather have a good time than a good name.—W. Baston. — [321, 1118, 450, 1163]
house-listing: DEARBORN ST., near 31st St. 2-flat frame; 5 rooms each; bath; gas; frame barn; lot 25x110; rental $360. Price $2,700. — [1136, 768, 1489, 795]
sale-hats: Ladies', Gents' and Children's Hats — [78, 1796, 277, 1944]
classified-ad: 3533 FOREST AV.—Neatly furnished, well lighted rooms; modern improvements, near 35th car line. 11-15 — [898, 149, 1120, 183]
classified-ad: 3580 SO. PARK AV.—Two front furnished rooms; hot and cold water, steam heat, suitable for four gentlemen, if friendly, table board, if wanted; gentlemen preferred. Phone Doug. 7005; Auto. 72261. 4-11 — [898, 680, 1120, 733]
club-article: The Oriole Whist Club held its regular meeting Thursday, Oct. 2. The meeting was very largely attended. After a short business session the meeting was turned into a dancing party, at which time Miss Floretta Robinson introduced her original "Spot Dance." — [489, 250, 687, 328]
section-heading: NONPAREIL. — [552, 770, 624, 782]
